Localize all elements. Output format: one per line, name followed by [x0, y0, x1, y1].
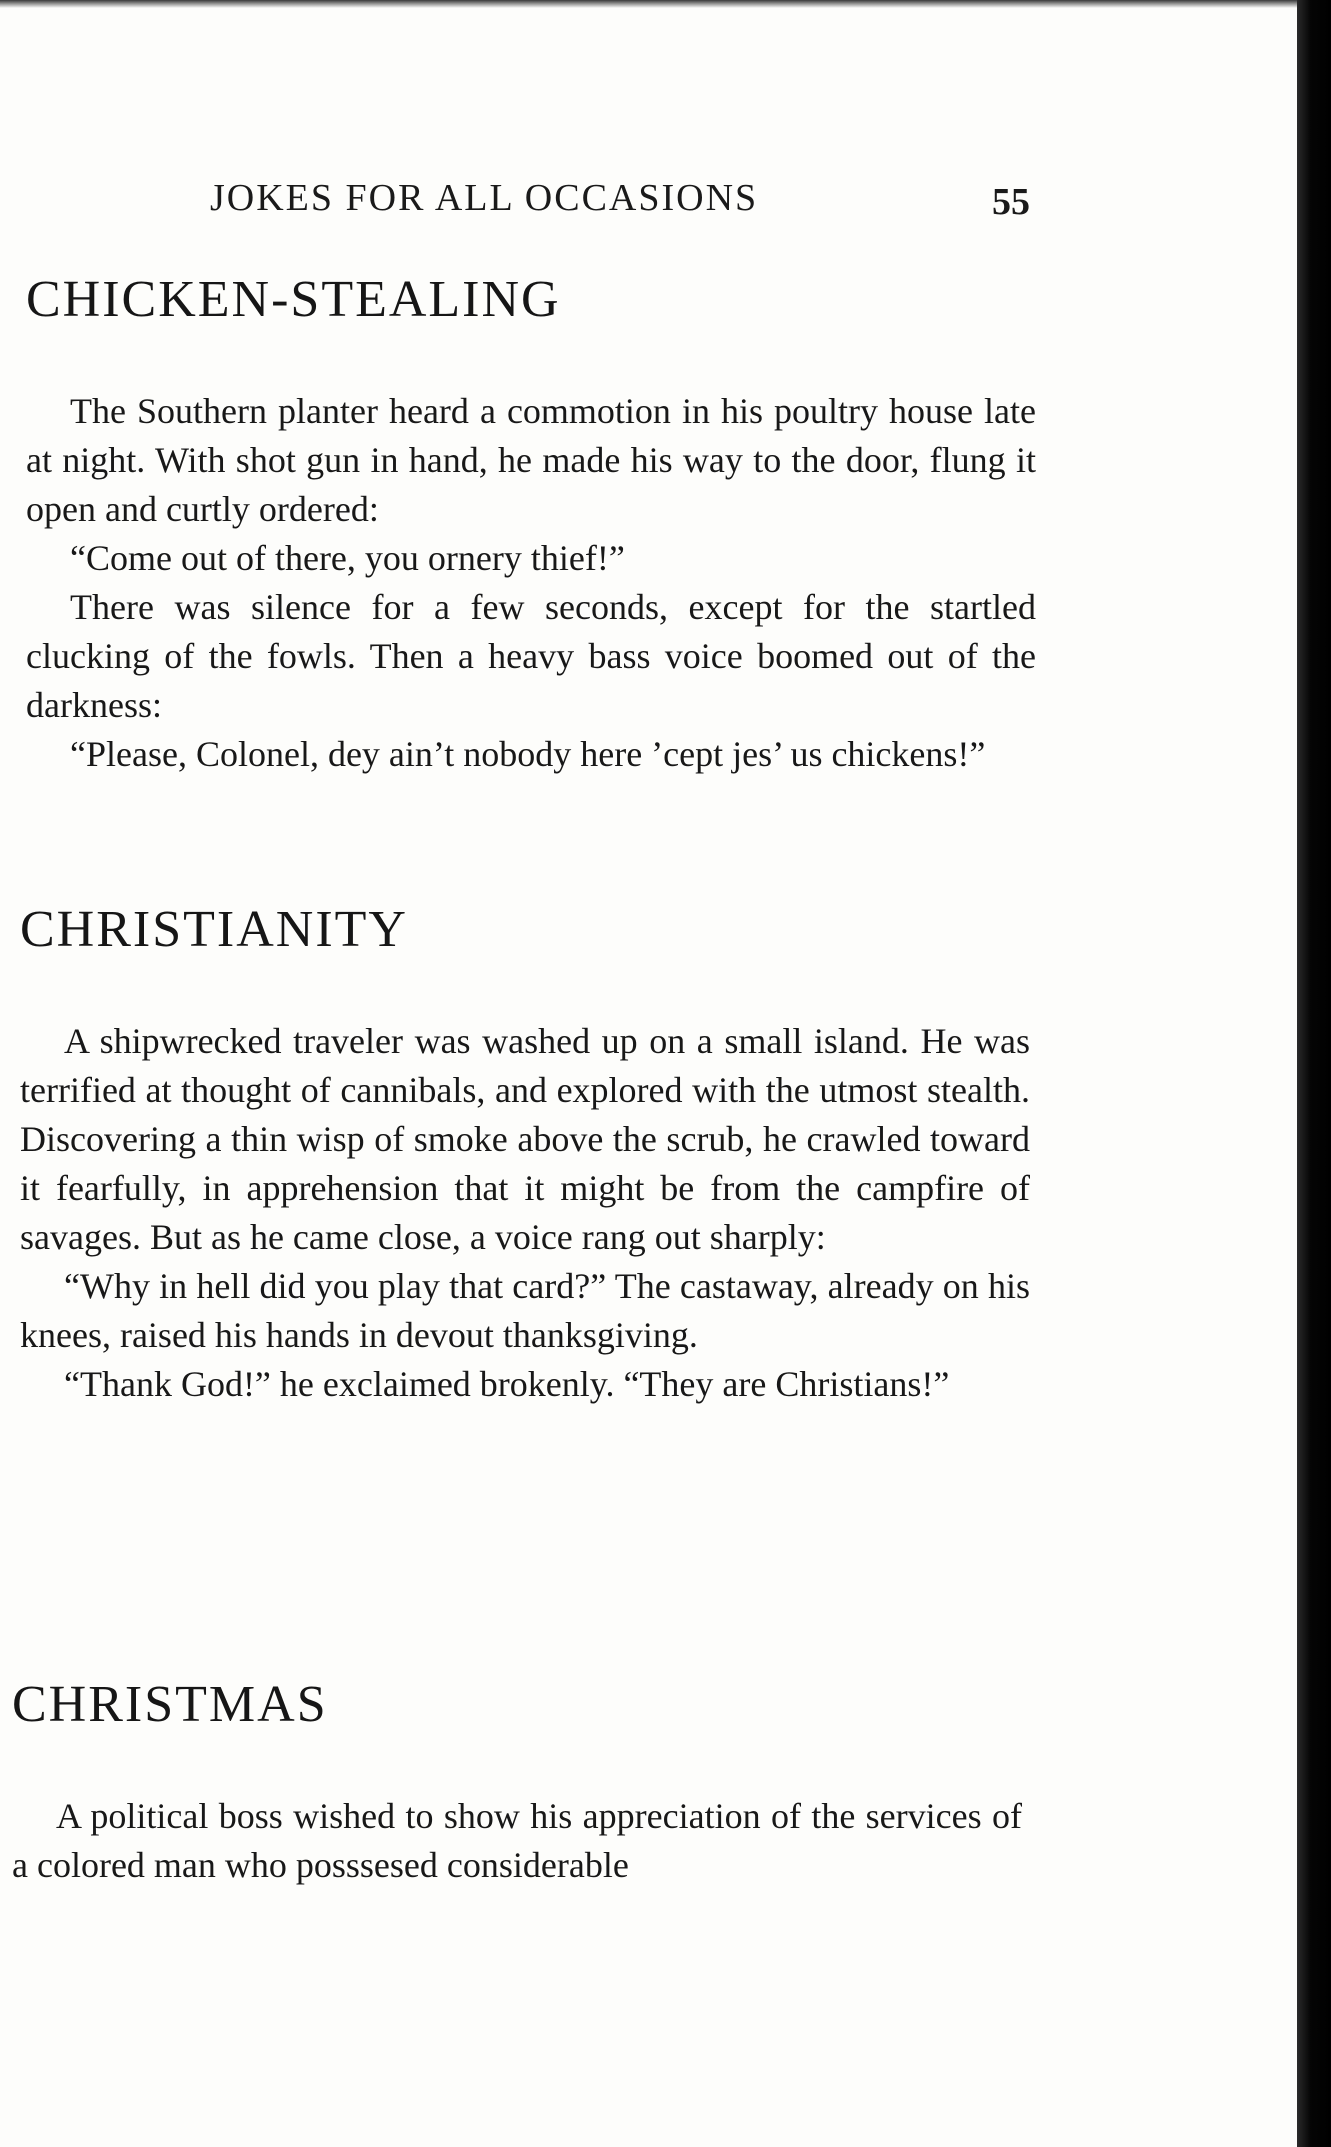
section-christianity — [20, 900, 1030, 1409]
section-heading: CHICKEN-STEALING — [26, 271, 561, 328]
page-binding-edge — [1297, 0, 1331, 2147]
section-heading: CHRISTIANITY — [20, 901, 408, 958]
paragraph: “Thank God!” he exclaimed brokenly. “They are Christians!” — [64, 1364, 950, 1404]
section-chicken-stealing — [26, 270, 1036, 779]
section-christmas — [12, 1675, 1022, 1890]
paragraph: There was silence for a few seconds, except for the startled clucking of the fowls. Then a heavy bass voice boomed out of the darkness: — [26, 587, 1036, 725]
paragraph: A shipwrecked traveler was washed up on a small island. He was terrified at thought of cannibals, and explored with the utmost stealth. Discovering a thin wisp of smoke above the scrub, he crawled toward it fearfully, in apprehension that it might be from the campfire of savages. But as he came close, a voice rang out sharply: — [20, 1021, 1030, 1257]
running-title: JOKES FOR ALL OCCASIONS — [210, 177, 759, 219]
paragraph: “Please, Colonel, dey ain’t nobody here ’cept jes’ us chickens!” — [70, 734, 986, 774]
page-top-edge — [0, 0, 1331, 8]
page-number: 55 — [992, 181, 1030, 223]
section-heading: CHRISTMAS — [12, 1676, 328, 1733]
paragraph: “Why in hell did you play that card?” The castaway, already on his knees, raised his hands in devout thanksgiving. — [20, 1266, 1030, 1355]
paragraph: “Come out of there, you ornery thief!” — [70, 538, 625, 578]
paragraph: A political boss wished to show his appreciation of the services of a colored man who posssesed considerable — [12, 1796, 1022, 1885]
paragraph: The Southern planter heard a commotion in his poultry house late at night. With shot gun in hand, he made his way to the door, flung it open and curtly ordered: — [26, 391, 1036, 529]
